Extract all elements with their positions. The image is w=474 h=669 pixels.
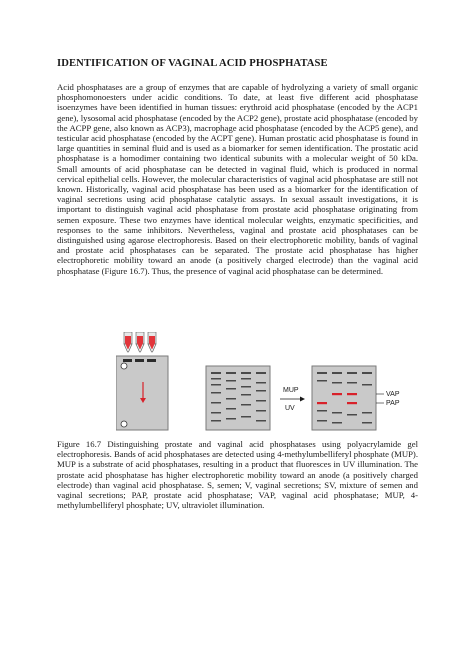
treatment-arrow xyxy=(280,387,305,412)
document-title: IDENTIFICATION OF VAGINAL ACID PHOSPHATASE xyxy=(57,58,328,69)
figure-caption: Figure 16.7 Distinguishing prostate and vaginal acid phosphatases using polyacrylamide gel electrophoresis. Bands of acid phosphatases are detected using 4-methylumbelliferyl phosphate (MUP). MUP is a substrate of acid phosphatases, resulting in a product that fluoresces in UV illumination. The prostate acid phosphatase has higher electrophoretic mobility toward an anode (a positively charged electrode) than vaginal acid phosphatase. S, semen; V, vaginal secretions; SV, mixture of semen and vaginal secretions; PAP, prostate acid phosphatase; VAP, vaginal acid phosphatase; MUP, 4-methylumbelliferyl phosphate; UV, ultraviolet illumination. xyxy=(57,439,418,511)
gel-band xyxy=(256,390,266,392)
gel-band xyxy=(347,414,357,416)
gel-band xyxy=(362,412,372,414)
pipette-tip xyxy=(124,332,132,352)
vap-band xyxy=(332,393,342,395)
gel-band xyxy=(226,372,236,374)
gel-band xyxy=(256,420,266,422)
body-paragraph: Acid phosphatases are a group of enzymes that are capable of hydrolyzing a variety of small organic phosphomonoesters under acidic conditions. To date, at least five different acid phosphatase isoenzymes have been identified in human tissues: erythroid acid phosphatase (encoded by the ACP1 gene), lysosomal acid phosphatase (encoded by the ACP2 gene), prostate acid phosphatase (encoded by the ACPP gene, also known as ACP3), macrophage acid phosphatase (encoded by the ACP5 gene), and testicular acid phosphatase (encoded by the ACPT gene). Human prostatic acid phosphatase is found in large quantities in seminal fluid and is used as a biomarker for semen identification. The prostatic acid phosphatase is a homodimer containing two identical subunits with a molecular weight of 50 kDa. Small amounts of acid phosphatase can be detected in vaginal fluid, which is produced in normal cervical epithelial cells. However, the molecular characteristics of vaginal acid phosphatase are still not known. Historically, vaginal acid phosphatase has been used as a biomarker for the identification of vaginal secretions using acid phosphatase catalytic assays. In sexual assault investigations, it is important to distinguish vaginal acid phosphatase from prostate acid phosphatase originating from semen exposure. These two enzymes have identical molecular weights, enzymatic specificities, and responses to the same inhibitors. Nevertheless, vaginal and prostate acid phosphatases can be distinguished using agarose electrophoresis. Based on their electrophoretic mobility, bands of vaginal and prostate acid phosphatases can be separated. The prostate acid phosphatase has higher electrophoretic mobility toward an anode (a positively charged electrode) than the vaginal acid phosphatase (Figure 16.7). Thus, the presence of vaginal acid phosphatase can be determined. xyxy=(57,82,418,276)
gel-band xyxy=(256,382,266,384)
gel-band xyxy=(226,380,236,382)
gel-detection-panel xyxy=(312,366,400,430)
gel-band xyxy=(226,408,236,410)
gel-band xyxy=(332,422,342,424)
gel-band xyxy=(332,372,342,374)
gel-band xyxy=(226,398,236,400)
gel-band xyxy=(211,372,221,374)
gel-band xyxy=(211,420,221,422)
electrode-port xyxy=(121,363,127,369)
gel-well xyxy=(135,359,144,362)
pipette-tip xyxy=(148,332,156,352)
gel-band xyxy=(256,400,266,402)
gel-band xyxy=(226,388,236,390)
vap-band xyxy=(347,393,357,395)
gel-band xyxy=(362,372,372,374)
gel-electrophoresis-figure xyxy=(116,332,406,432)
gel-band xyxy=(347,372,357,374)
gel-band xyxy=(211,412,221,414)
gel-band xyxy=(256,410,266,412)
gel-run-panel xyxy=(206,366,270,430)
electrode-port xyxy=(121,421,127,427)
gel-band xyxy=(317,380,327,382)
pap-band xyxy=(317,402,327,404)
gel-band xyxy=(241,416,251,418)
gel-band xyxy=(362,422,372,424)
gel-band xyxy=(332,382,342,384)
gel-band xyxy=(241,372,251,374)
pap-label: PAP xyxy=(386,400,400,407)
gel-band xyxy=(241,386,251,388)
vap-label: VAP xyxy=(386,391,400,398)
gel-band xyxy=(347,382,357,384)
gel-well xyxy=(123,359,132,362)
gel-band xyxy=(332,412,342,414)
gel-band xyxy=(317,420,327,422)
gel-band xyxy=(241,378,251,380)
gel-band xyxy=(226,418,236,420)
gel-well xyxy=(147,359,156,362)
arrow-label-mup: MUP xyxy=(283,387,299,394)
gel-band xyxy=(241,394,251,396)
gel-band xyxy=(256,372,266,374)
gel-band xyxy=(211,378,221,380)
figure-graphic xyxy=(116,332,406,432)
gel-band xyxy=(241,404,251,406)
pap-band xyxy=(347,402,357,404)
gel-band xyxy=(317,410,327,412)
gel-band xyxy=(211,384,221,386)
gel-band xyxy=(362,384,372,386)
gel-band xyxy=(211,392,221,394)
gel-band xyxy=(211,402,221,404)
gel-loading-panel xyxy=(116,332,168,430)
gel-band xyxy=(317,372,327,374)
arrow-label-uv: UV xyxy=(285,405,295,412)
pipette-tips xyxy=(124,332,156,352)
pipette-tip xyxy=(136,332,144,352)
